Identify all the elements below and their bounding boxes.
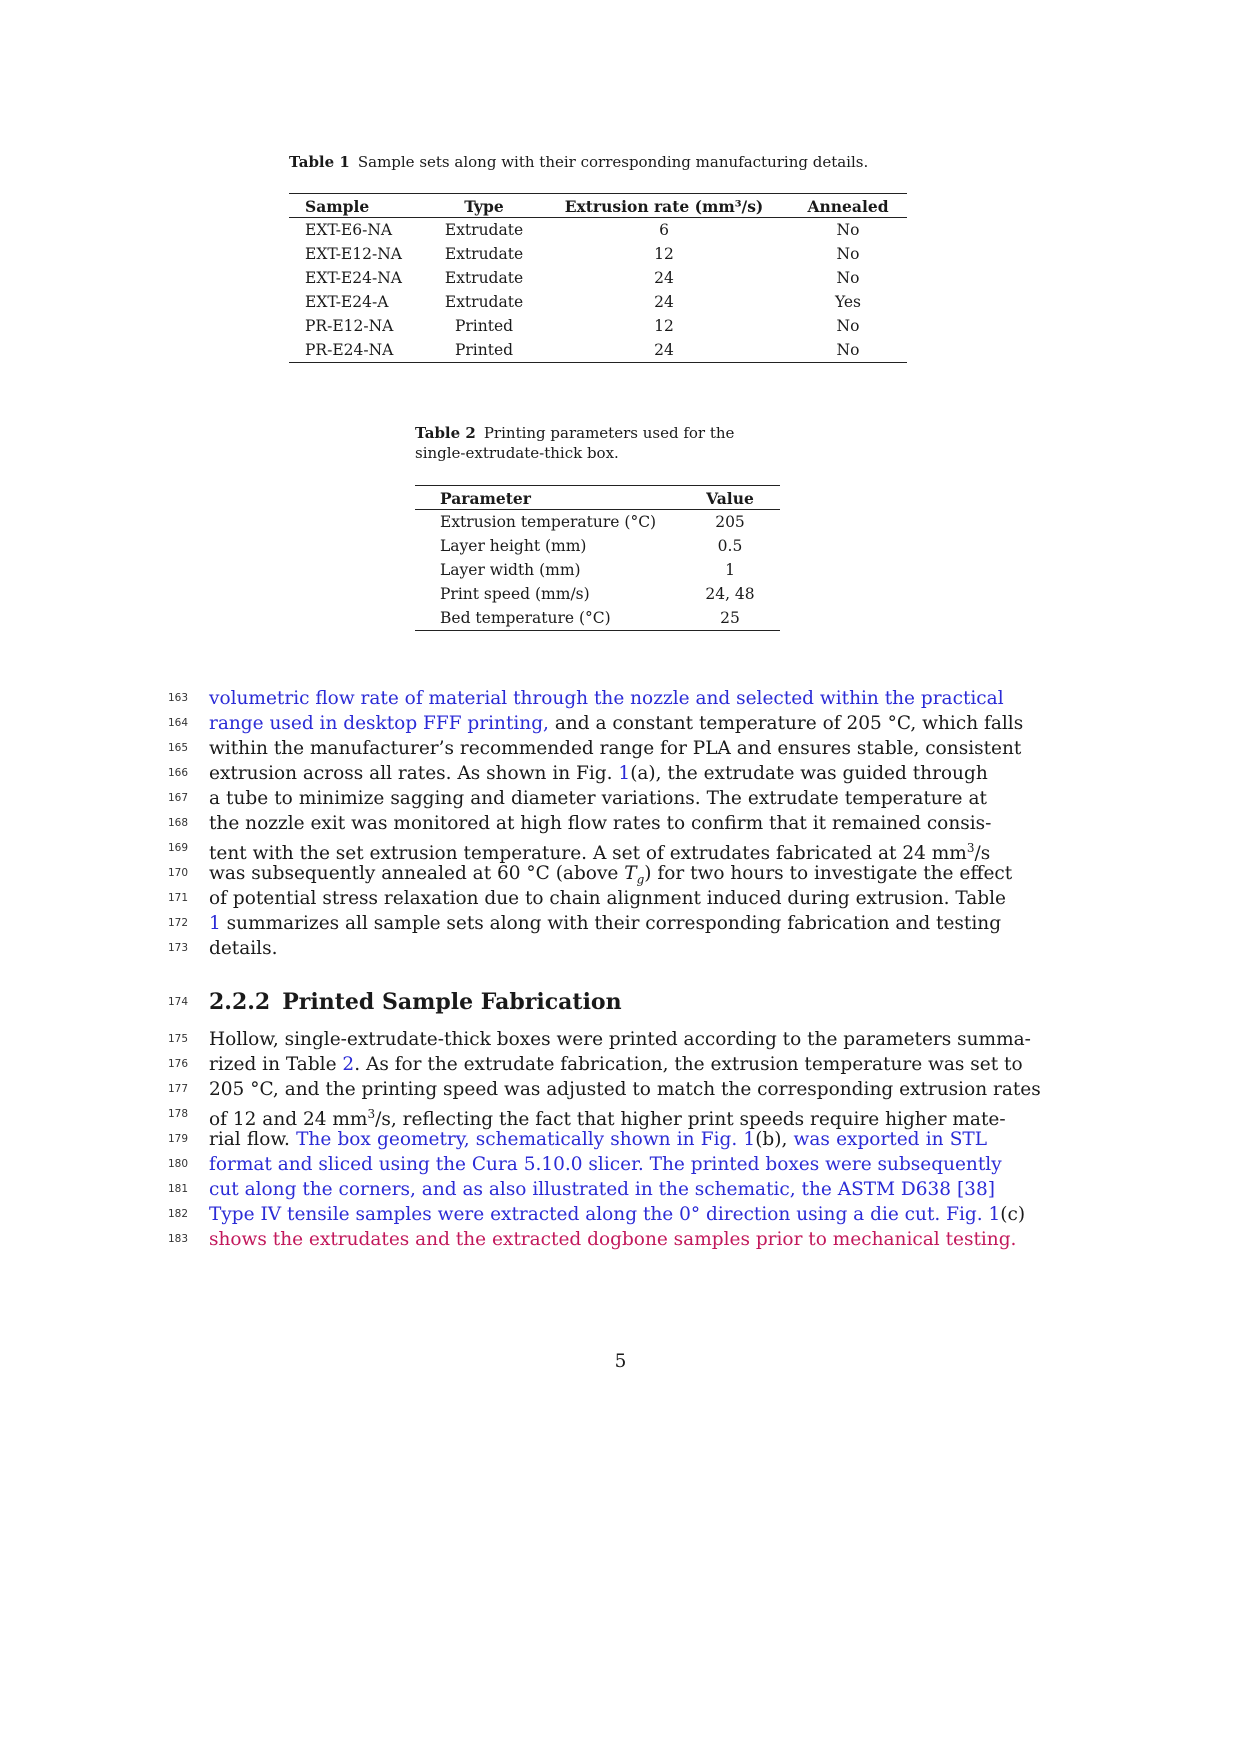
- citation-link[interactable]: 38: [964, 1179, 988, 1200]
- paragraph-2: [209, 1027, 1041, 1252]
- text-line-168: the nozzle exit was monitored at high flow rates to confirm that it remained consis-: [209, 813, 992, 834]
- text-line-179: [209, 1127, 987, 1152]
- table-cell: 25: [720, 609, 740, 627]
- text-line-165: within the manufacturer’s recommended range for PLA and ensures stable, consistent: [209, 738, 1022, 759]
- table1-caption-text: Sample sets along with their corresponding manufacturing details.: [357, 153, 869, 171]
- table-ref-link[interactable]: 1: [209, 913, 221, 934]
- line-number: 163: [168, 692, 189, 704]
- text-run: ]: [987, 1179, 995, 1200]
- text-run: tent with the set extrusion temperature. A set of extrudates fabricated at 24 mm: [209, 843, 967, 865]
- table-cell: Extrudate: [444, 269, 524, 287]
- table2-caption-line1: Printing parameters used for the: [483, 424, 735, 442]
- text-line-182: [209, 1202, 1026, 1227]
- table2-header-parameter: Parameter: [415, 486, 680, 510]
- table2-caption: [415, 423, 734, 463]
- table-cell: EXT-E24-A: [305, 293, 389, 311]
- text-run: of 12 and 24 mm: [209, 1109, 368, 1131]
- line-number: 165: [168, 742, 189, 754]
- table-row: [415, 534, 780, 558]
- figure-ref-link[interactable]: 1: [743, 1129, 756, 1150]
- text-line-177: 205 °C, and the printing speed was adjusted to match the corresponding extrusion rates: [209, 1079, 1041, 1100]
- table-cell: 24: [654, 341, 674, 359]
- text-run: /s, reflecting the fact that higher print speeds require higher mate-: [375, 1109, 1006, 1131]
- table-cell: 24, 48: [705, 585, 755, 603]
- text-line-167: a tube to minimize sagging and diameter variations. The extrudate temperature at: [209, 788, 987, 809]
- table1-header-type: Type: [429, 194, 539, 218]
- text-run: extrusion across all rates. As shown in Fig.: [209, 763, 619, 784]
- line-number: 183: [168, 1233, 189, 1245]
- table-row: [289, 218, 907, 243]
- line-number: 164: [168, 717, 189, 729]
- text-line-171: of potential stress relaxation due to chain alignment induced during extrusion. Table: [209, 888, 1007, 909]
- table-cell: Extrudate: [444, 245, 524, 263]
- text-run: (b),: [755, 1129, 794, 1150]
- text-line-180: format and sliced using the Cura 5.10.0 slicer. The printed boxes were subsequently: [209, 1154, 1002, 1175]
- text-line-166: [209, 761, 987, 786]
- text-run: (a), the extrudate was guided through: [630, 763, 988, 784]
- text-line-178: of 12 and 24 $mm^3/s$, reflecting the fact that higher print speeds require higher mate-: [209, 1107, 1006, 1131]
- table-cell: No: [836, 341, 860, 359]
- text-run: and a constant temperature of 205 °C, which falls: [548, 713, 1024, 734]
- table-cell: No: [836, 221, 860, 239]
- text-run: /s: [974, 843, 991, 865]
- highlight-text: The box geometry, schematically shown in Fig.: [296, 1129, 744, 1150]
- table-cell: 205: [715, 513, 745, 531]
- text-line-169: tent with the set extrusion temperature. A set of extrudates fabricated at 24 $mm^3/s$: [209, 841, 991, 865]
- section-heading: [209, 988, 622, 1016]
- table1-header-row: [289, 194, 907, 218]
- table2-header-value: Value: [680, 486, 780, 510]
- text-run: rial flow.: [209, 1129, 297, 1150]
- line-number: 177: [168, 1083, 189, 1095]
- line-number: 178: [168, 1108, 189, 1120]
- table-cell: 24: [654, 293, 674, 311]
- highlight-text: was exported in STL: [793, 1129, 987, 1150]
- table-ref-link[interactable]: 2: [342, 1054, 355, 1075]
- text-run: rized in Table: [209, 1054, 343, 1075]
- table-cell: Yes: [834, 293, 861, 311]
- text-line-176: [209, 1052, 1023, 1077]
- figure-ref-link[interactable]: 1: [618, 763, 631, 784]
- line-number: 166: [168, 767, 189, 779]
- line-number: 175: [168, 1033, 189, 1045]
- section-title: Printed Sample Fabrication: [282, 989, 622, 1015]
- table1-header-annealed: Annealed: [789, 194, 907, 218]
- section-number: 2.2.2: [209, 989, 271, 1015]
- paragraph-1: [209, 686, 1024, 961]
- table-row: [415, 606, 780, 631]
- line-number: 167: [168, 792, 189, 804]
- table-cell: EXT-E6-NA: [305, 221, 393, 239]
- table-cell: Extrusion temperature (°C): [440, 513, 657, 531]
- line-number: 179: [168, 1133, 189, 1145]
- text-line-163: volumetric flow rate of material through the nozzle and selected within the practical: [209, 688, 1004, 709]
- line-number: 176: [168, 1058, 189, 1070]
- table-row: [415, 582, 780, 606]
- table2-header-row: [415, 486, 780, 510]
- highlight-text: range used in desktop FFF printing,: [209, 713, 549, 734]
- table-cell: 12: [654, 245, 674, 263]
- table-cell: 6: [659, 221, 669, 239]
- line-number: 172: [168, 917, 189, 929]
- table-cell: Layer height (mm): [440, 537, 587, 555]
- table-row: [415, 510, 780, 535]
- table2-caption-line2: single-extrudate-thick box.: [415, 444, 619, 462]
- table-row: [289, 314, 907, 338]
- line-number: 171: [168, 892, 189, 904]
- table1-header-rate: Extrusion rate (mm³/s): [539, 194, 789, 218]
- table-cell: Extrudate: [444, 293, 524, 311]
- text-line-175: Hollow, single-extrudate-thick boxes were printed according to the parameters summa-: [209, 1029, 1031, 1050]
- table2: [415, 485, 780, 631]
- text-line-164: [209, 711, 1024, 736]
- table-row: [289, 290, 907, 314]
- line-numbers-para2: [168, 1027, 192, 1252]
- text-run: ) for two hours to investigate the effect: [644, 863, 1013, 884]
- line-number-heading: 174: [168, 996, 189, 1008]
- table1-header-sample: Sample: [289, 194, 429, 218]
- table-row: [289, 242, 907, 266]
- table-cell: PR-E24-NA: [305, 341, 394, 359]
- text-run: . As for the extrudate fabrication, the extrusion temperature was set to: [354, 1054, 1023, 1075]
- table-cell: Printed: [454, 317, 514, 335]
- table-cell: No: [836, 317, 860, 335]
- table-cell: 1: [725, 561, 735, 579]
- text-line-170: was subsequently annealed at 60 °C (above $T_g$) for two hours to investigate the effect: [209, 863, 1013, 887]
- line-number: 181: [168, 1183, 189, 1195]
- text-run: summarizes all sample sets along with their corresponding fabrication and testing: [220, 913, 1002, 934]
- text-run: was subsequently annealed at 60 °C (above: [209, 863, 625, 884]
- page-number: 5: [614, 1351, 627, 1372]
- text-line-183: shows the extrudates and the extracted dogbone samples prior to mechanical testing.: [209, 1229, 1017, 1250]
- table-cell: 0.5: [717, 537, 743, 555]
- line-number: 182: [168, 1208, 189, 1220]
- table-cell: Bed temperature (°C): [440, 609, 611, 627]
- table-cell: No: [836, 245, 860, 263]
- table2-label: Table 2: [415, 424, 476, 442]
- line-number: 170: [168, 867, 189, 879]
- text-run: (c): [1000, 1204, 1026, 1225]
- line-number: 180: [168, 1158, 189, 1170]
- text-line-181: [209, 1177, 995, 1202]
- table-row: [289, 338, 907, 363]
- table-cell: 12: [654, 317, 674, 335]
- figure-ref-link[interactable]: 1: [988, 1204, 1001, 1225]
- table-cell: Print speed (mm/s): [440, 585, 590, 603]
- line-number: 169: [168, 842, 189, 854]
- text-run: Type IV tensile samples were extracted along the 0° direction using a die cut. Fig.: [209, 1204, 989, 1225]
- table-cell: EXT-E12-NA: [305, 245, 402, 263]
- table-cell: 24: [654, 269, 674, 287]
- table1: [289, 193, 907, 363]
- table-cell: No: [836, 269, 860, 287]
- table-cell: PR-E12-NA: [305, 317, 394, 335]
- table-cell: Extrudate: [444, 221, 524, 239]
- table-cell: Layer width (mm): [440, 561, 581, 579]
- table-row: [289, 266, 907, 290]
- text-run: cut along the corners, and as also illustrated in the schematic, the ASTM D638 [: [209, 1179, 965, 1200]
- text-line-173: details.: [209, 938, 278, 959]
- line-number: 173: [168, 942, 189, 954]
- text-line-172: [209, 911, 1002, 936]
- table1-label: Table 1: [289, 153, 350, 171]
- line-numbers-para1: [168, 686, 192, 961]
- table1-caption: [289, 152, 868, 172]
- table-row: [415, 558, 780, 582]
- line-number: 168: [168, 817, 189, 829]
- table-cell: EXT-E24-NA: [305, 269, 402, 287]
- table-cell: Printed: [454, 341, 514, 359]
